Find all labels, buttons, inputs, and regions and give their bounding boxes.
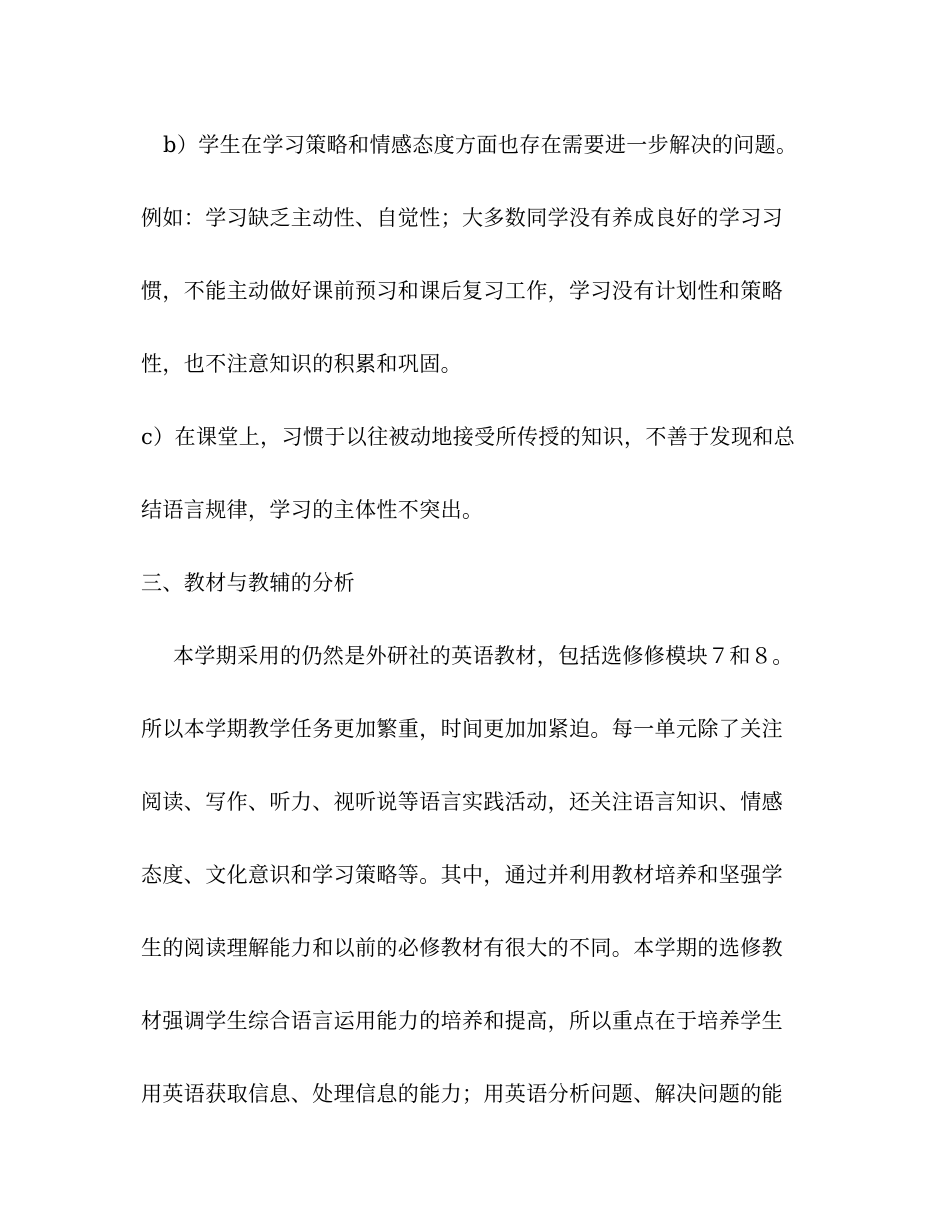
paragraph-analysis-line-6: 材强调学生综合语言运用能力的培养和提高，所以重点在于培养学生 xyxy=(141,1009,783,1033)
paragraph-c-line-2: 结语言规律，学习的主体性不突出。 xyxy=(141,498,484,522)
section-heading: 三、教材与教辅的分析 xyxy=(141,571,355,595)
paragraph-b-line-2: 例如：学习缺乏主动性、自觉性；大多数同学没有养成良好的学习习 xyxy=(141,206,783,230)
paragraph-b-line-3: 惯，不能主动做好课前预习和课后复习工作，学习没有计划性和策略 xyxy=(141,279,783,303)
paragraph-analysis-line-5: 生的阅读理解能力和以前的必修教材有很大的不同。本学期的选修教 xyxy=(141,936,783,960)
paragraph-analysis-line-1: 本学期采用的仍然是外研社的英语教材，包括选修修模块７和８。 xyxy=(173,644,794,668)
paragraph-c-line-1: c）在课堂上，习惯于以往被动地接受所传授的知识，不善于发现和总 xyxy=(141,425,796,449)
paragraph-analysis-line-2: 所以本学期教学任务更加繁重，时间更加加紧迫。每一单元除了关注 xyxy=(141,717,783,741)
paragraph-analysis-line-3: 阅读、写作、听力、视听说等语言实践活动，还关注语言知识、情感 xyxy=(141,790,783,814)
paragraph-b-line-1: b）学生在学习策略和情感态度方面也存在需要进一步解决的问题。 xyxy=(163,133,798,157)
paragraph-analysis-line-4: 态度、文化意识和学习策略等。其中，通过并利用教材培养和坚强学 xyxy=(141,863,783,887)
paragraph-analysis-line-7: 用英语获取信息、处理信息的能力；用英语分析问题、解决问题的能 xyxy=(141,1082,783,1106)
paragraph-b-line-4: 性，也不注意知识的积累和巩固。 xyxy=(141,352,462,376)
